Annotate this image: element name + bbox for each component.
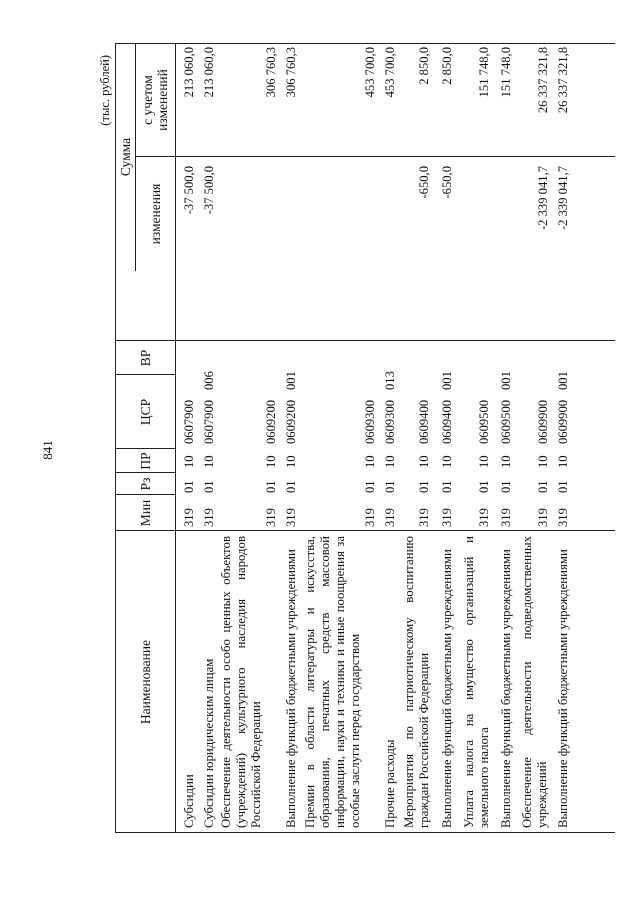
table-right-border bbox=[115, 43, 615, 44]
row-rz: 01 bbox=[363, 480, 377, 493]
page-number: 841 bbox=[40, 440, 55, 460]
row-total: 151 748,0 bbox=[499, 47, 513, 98]
row-total: 453 700,0 bbox=[363, 47, 377, 98]
unit-note: (тыс. рублей) bbox=[98, 55, 112, 126]
row-rz: 01 bbox=[536, 480, 550, 493]
row-name: Субсидии юридическим лицам bbox=[202, 658, 216, 828]
row-total: 26 337 321,8 bbox=[536, 47, 550, 114]
row-vr: 006 bbox=[202, 371, 216, 390]
row-min: 319 bbox=[284, 508, 298, 527]
row-pr: 10 bbox=[499, 455, 513, 468]
row-rz: 01 bbox=[182, 480, 196, 493]
row-change: -37 500,0 bbox=[182, 166, 196, 215]
header-with-changes: с учетом изменений bbox=[140, 69, 170, 131]
row-pr: 10 bbox=[264, 455, 278, 468]
row-name: Выполнение функций бюджетными учреждениями bbox=[499, 549, 513, 828]
header-vr: ВР bbox=[137, 349, 153, 367]
row-total: 151 748,0 bbox=[477, 47, 491, 98]
budget-table bbox=[115, 43, 615, 833]
row-pr: 10 bbox=[182, 455, 196, 468]
row-rz: 01 bbox=[417, 480, 431, 493]
row-rz: 01 bbox=[284, 480, 298, 493]
header-sum: Сумма bbox=[117, 137, 133, 177]
table-left-border bbox=[115, 832, 615, 833]
row-csr: 0609900 bbox=[556, 399, 570, 444]
rotated-page bbox=[95, 43, 615, 833]
row-min: 319 bbox=[477, 508, 491, 527]
row-name: Выполнение функций бюджетными учреждениями bbox=[284, 549, 298, 828]
row-rz: 01 bbox=[440, 480, 454, 493]
row-total: 2 850,0 bbox=[440, 47, 454, 85]
row-name: Обеспечение деятельности особо ценных объектов (учреждений) культурного наследия народов Российской Федерации bbox=[219, 536, 263, 828]
row-csr: 0609500 bbox=[477, 399, 491, 444]
row-name: Выполнение функций бюджетными учреждениями bbox=[440, 549, 454, 828]
row-min: 319 bbox=[556, 508, 570, 527]
row-csr: 0609400 bbox=[417, 399, 431, 444]
row-vr: 001 bbox=[556, 371, 570, 390]
row-rz: 01 bbox=[499, 480, 513, 493]
row-total: 2 850,0 bbox=[417, 47, 431, 85]
row-min: 319 bbox=[383, 508, 397, 527]
row-name: Субсидии bbox=[182, 774, 196, 828]
col-sep-vr bbox=[115, 340, 615, 341]
row-vr: 013 bbox=[383, 371, 397, 390]
row-name: Обеспечение деятельности подведомственных учреждений bbox=[520, 536, 549, 828]
row-pr: 10 bbox=[363, 455, 377, 468]
row-min: 319 bbox=[440, 508, 454, 527]
header-rz: Рз bbox=[137, 477, 153, 491]
row-csr: 0607900 bbox=[202, 399, 216, 444]
row-total: 306 760,3 bbox=[284, 47, 298, 98]
row-min: 319 bbox=[363, 508, 377, 527]
row-min: 319 bbox=[417, 508, 431, 527]
row-pr: 10 bbox=[440, 455, 454, 468]
row-csr: 0609300 bbox=[383, 399, 397, 444]
row-name: Премии в области литературы и искусства, образования, печатных средств массовой информации, науки и техники и иные поощрения за особые заслуги перед государством bbox=[303, 536, 362, 828]
row-csr: 0609400 bbox=[440, 399, 454, 444]
row-pr: 10 bbox=[383, 455, 397, 468]
row-rz: 01 bbox=[556, 480, 570, 493]
row-pr: 10 bbox=[536, 455, 550, 468]
row-pr: 10 bbox=[284, 455, 298, 468]
row-csr: 0609900 bbox=[536, 399, 550, 444]
row-csr: 0609200 bbox=[284, 399, 298, 444]
row-total: 213 060,0 bbox=[202, 47, 216, 98]
row-name: Выполнение функций бюджетными учреждениями bbox=[556, 549, 570, 828]
col-sep-change bbox=[135, 156, 615, 157]
row-name: Прочие расходы bbox=[383, 739, 397, 828]
row-change: -2 339 041,7 bbox=[536, 166, 550, 231]
row-rz: 01 bbox=[202, 480, 216, 493]
row-change: -650,0 bbox=[440, 166, 454, 199]
row-rz: 01 bbox=[477, 480, 491, 493]
row-change: -37 500,0 bbox=[202, 166, 216, 215]
row-total: 213 060,0 bbox=[182, 47, 196, 98]
row-change: -650,0 bbox=[417, 166, 431, 199]
header-min: Мин bbox=[137, 499, 153, 527]
header-name: Наименование bbox=[137, 639, 153, 725]
row-name: Мероприятия по патриотическому воспитанию граждан Российской Федерации bbox=[402, 536, 431, 828]
row-csr: 0609500 bbox=[499, 399, 513, 444]
row-pr: 10 bbox=[477, 455, 491, 468]
row-rz: 01 bbox=[264, 480, 278, 493]
row-total: 453 700,0 bbox=[383, 47, 397, 98]
row-name: Уплата налога на имущество организаций и земельного налога bbox=[462, 536, 491, 828]
row-vr: 001 bbox=[499, 371, 513, 390]
row-min: 319 bbox=[536, 508, 550, 527]
row-min: 319 bbox=[202, 508, 216, 527]
row-pr: 10 bbox=[417, 455, 431, 468]
row-min: 319 bbox=[499, 508, 513, 527]
row-min: 319 bbox=[264, 508, 278, 527]
row-csr: 0609200 bbox=[264, 399, 278, 444]
row-vr: 001 bbox=[440, 371, 454, 390]
row-change: -2 339 041,7 bbox=[556, 166, 570, 231]
header-pr: ПР bbox=[137, 452, 153, 470]
row-total: 26 337 321,8 bbox=[556, 47, 570, 114]
header-change: изменения bbox=[147, 183, 163, 245]
row-rz: 01 bbox=[383, 480, 397, 493]
row-pr: 10 bbox=[556, 455, 570, 468]
row-total: 306 760,3 bbox=[264, 47, 278, 98]
col-sep-name bbox=[115, 530, 615, 531]
header-bottom-border bbox=[175, 43, 176, 833]
header-csr: ЦСР bbox=[137, 398, 153, 426]
row-vr: 001 bbox=[284, 371, 298, 390]
row-csr: 0609300 bbox=[363, 399, 377, 444]
row-min: 319 bbox=[182, 508, 196, 527]
row-csr: 0607900 bbox=[182, 399, 196, 444]
row-pr: 10 bbox=[202, 455, 216, 468]
